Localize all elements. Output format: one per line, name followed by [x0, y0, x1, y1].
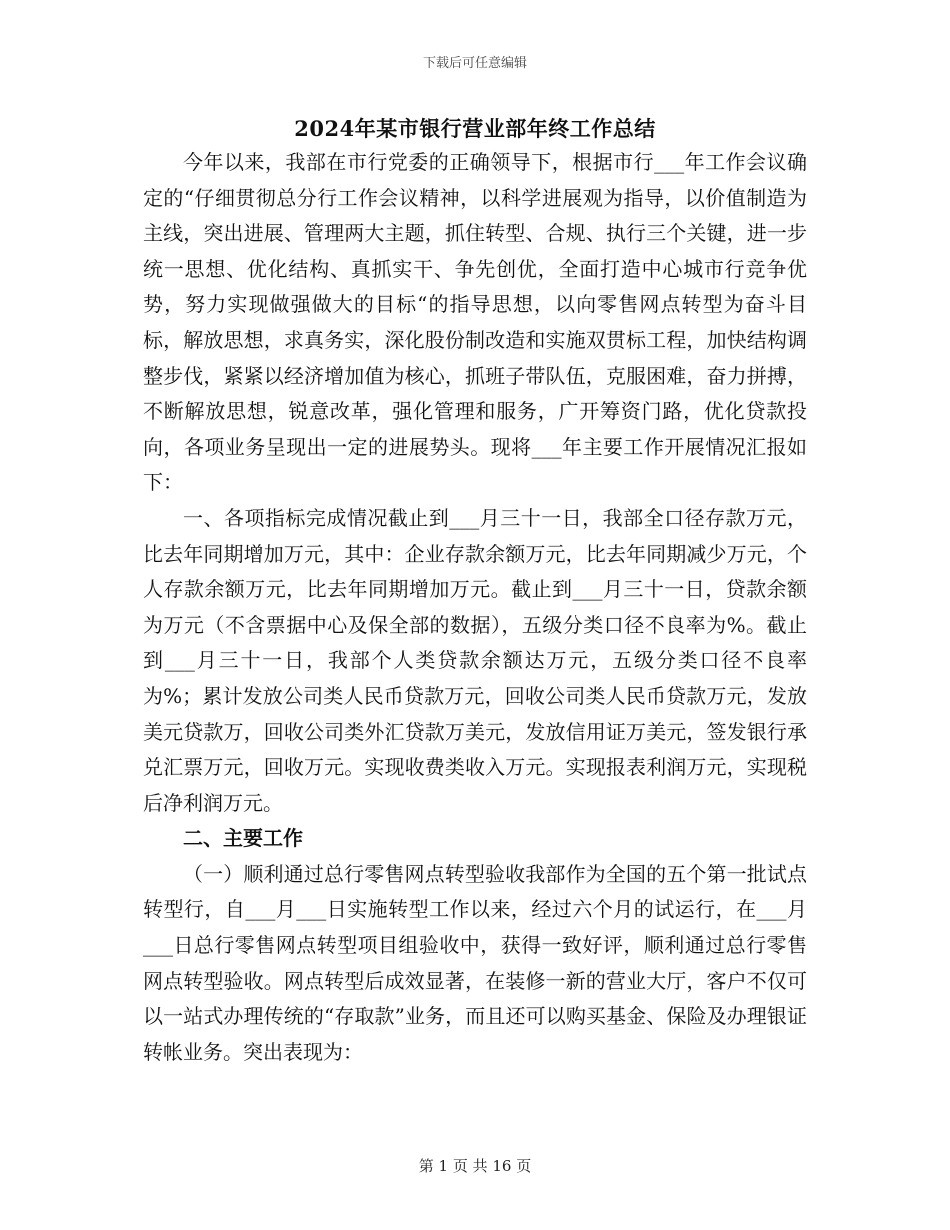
section-heading-main-work: 二、主要工作 — [183, 826, 303, 851]
document-title: 2024年某市银行营业部年终工作总结 — [294, 116, 656, 141]
page-header-note: 下载后可任意编辑 — [422, 56, 527, 71]
page-number: 第 1 页 共 16 页 — [418, 1157, 532, 1175]
intro-paragraph: 今年以来，我部在市行党委的正确领导下，根据市行___年工作会议确定的“仔细贯彻总分行工作会议精神，以科学进展观为指导，以价值制造为主线，突出进展、管理两大主题，抓住转型、合规、执行三个关键，进一步统一思想、优化结构、真抓实干、争先创优，全面打造中心城市行竞争优势，努力实现做强做大的目标“的指导思想，以向零售网点转型为奋斗目标，解放思想，求真务实，深化股份制改造和实施双贯标工程，加快结构调整步伐，紧紧以经济增加值为核心，抓班子带队伍，克服困难，奋力拼搏，不断解放思想，锐意改革，强化管理和服务，广开筹资门路，优化贷款投向，各项业务呈现出一定的进展势头。现将___年主要工作开展情况汇报如下： — [143, 150, 807, 495]
retail-transformation-paragraph: （一）顺利通过总行零售网点转型验收我部作为全国的五个第一批试点转型行，自___月___日实施转型工作以来，经过六个月的试运行，在___月___日总行零售网点转型项目组验收中，获得一致好评，顺利通过总行零售网点转型验收。网点转型后成效显著，在装修一新的营业大厅，客户不仅可以一站式办理传统的“存取款”业务，而且还可以购买基金、保险及办理银证转帐业务。突出表现为： — [143, 861, 807, 1064]
document-body — [143, 145, 807, 1070]
indicators-paragraph: 一、各项指标完成情况截止到___月三十一日，我部全口径存款万元，比去年同期增加万元，其中：企业存款余额万元，比去年同期减少万元，个人存款余额万元，比去年同期增加万元。截止到___月三十一日，贷款余额为万元（不含票据中心及保全部的数据），五级分类口径不良率为%。截止到___月三十一日，我部个人类贷款余额达万元，五级分类口径不良率为%；累计发放公司类人民币贷款万元，回收公司类人民币贷款万元，发放美元贷款万，回收公司类外汇贷款万美元，发放信用证万美元，签发银行承兑汇票万元，回收万元。实现收费类收入万元。实现报表利润万元，实现税后净利润万元。 — [143, 505, 807, 815]
